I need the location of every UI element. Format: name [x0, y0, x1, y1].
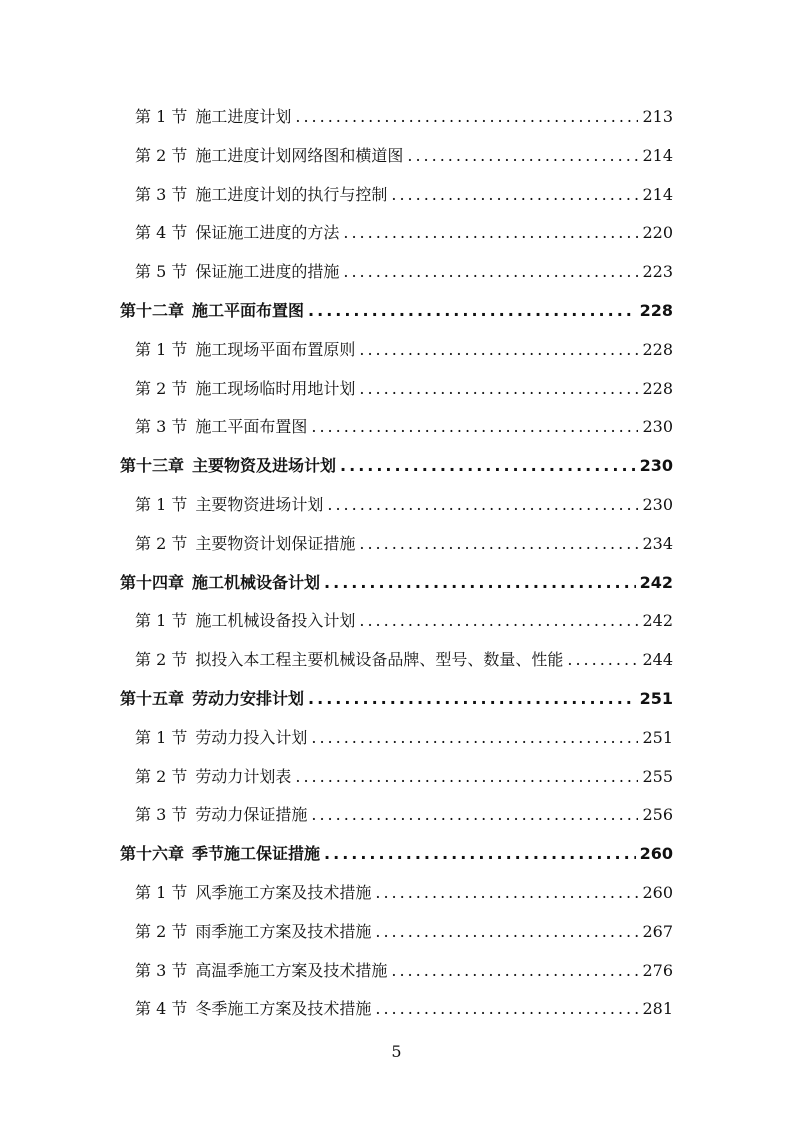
dot-leader [308, 292, 636, 331]
toc-entry-number: 第十四章 [120, 572, 185, 592]
toc-entry-label [135, 137, 403, 176]
toc-section-entry[interactable] [120, 602, 673, 641]
dot-leader [295, 98, 638, 137]
toc-entry-number: 第十二章 [120, 300, 185, 320]
page-number: 5 [391, 1042, 402, 1061]
dot-leader [375, 913, 638, 952]
toc-entry-label [135, 408, 307, 447]
toc-entry-page: 228 [642, 378, 673, 398]
dot-leader [359, 525, 638, 564]
toc-entry-title: 施工现场平面布置原则 [195, 339, 356, 359]
toc-entry-title: 风季施工方案及技术措施 [195, 882, 372, 902]
toc-chapter-entry[interactable] [120, 292, 673, 331]
toc-entry-page: 267 [642, 921, 673, 941]
dot-leader [308, 680, 636, 719]
toc-entry-label [120, 835, 320, 874]
toc-entry-label [135, 758, 291, 797]
dot-leader [324, 564, 636, 603]
toc-entry-label [135, 990, 371, 1029]
toc-entry-page: 223 [642, 262, 673, 282]
dot-leader [311, 408, 638, 447]
toc-entry-title: 主要物资及进场计划 [192, 456, 337, 476]
toc-section-entry[interactable] [120, 176, 673, 215]
toc-section-entry[interactable] [120, 913, 673, 952]
toc-entry-label [135, 525, 355, 564]
toc-entry-title: 施工进度计划的执行与控制 [195, 184, 388, 204]
toc-entry-number: 第十五章 [120, 688, 185, 708]
toc-entry-number: 第 4 节 [135, 223, 188, 243]
toc-chapter-entry[interactable] [120, 835, 673, 874]
toc-entry-title: 施工平面布置图 [192, 300, 305, 320]
toc-entry-number: 第 5 节 [135, 262, 188, 282]
toc-entry-title: 施工机械设备计划 [192, 572, 321, 592]
toc-entry-title: 拟投入本工程主要机械设备品牌、型号、数量、性能 [195, 650, 564, 670]
toc-entry-number: 第 3 节 [135, 805, 188, 825]
toc-section-entry[interactable] [120, 952, 673, 991]
toc-entry-title: 劳动力计划表 [195, 766, 292, 786]
toc-entry-label [135, 176, 387, 215]
toc-entry-title: 施工进度计划网络图和横道图 [195, 145, 404, 165]
dot-leader [327, 486, 638, 525]
toc-entry-page: 242 [642, 611, 673, 631]
toc-entry-number: 第 2 节 [135, 766, 188, 786]
toc-entry-number: 第 2 节 [135, 145, 188, 165]
toc-section-entry[interactable] [120, 874, 673, 913]
toc-entry-page: 234 [642, 533, 673, 553]
toc-entry-label [135, 602, 355, 641]
toc-entry-title: 施工进度计划 [195, 107, 292, 126]
toc-entry-page: 244 [642, 650, 673, 670]
toc-entry-title: 冬季施工方案及技术措施 [195, 999, 372, 1019]
toc-entry-number: 第 1 节 [135, 882, 188, 902]
toc-entry-number: 第 2 节 [135, 378, 188, 398]
toc-entry-label [135, 719, 307, 758]
table-of-contents [120, 98, 673, 1029]
toc-entry-page: 251 [642, 727, 673, 747]
dot-leader [359, 602, 638, 641]
toc-entry-title: 保证施工进度的措施 [195, 262, 340, 282]
toc-section-entry[interactable] [120, 641, 673, 680]
toc-entry-number: 第 1 节 [135, 611, 188, 631]
toc-entry-label [135, 486, 323, 525]
toc-entry-label [120, 564, 320, 603]
toc-entry-page: 242 [639, 572, 673, 592]
toc-entry-page: 230 [642, 494, 673, 514]
toc-entry-number: 第 3 节 [135, 184, 188, 204]
toc-entry-label [135, 641, 563, 680]
toc-entry-page: 228 [642, 339, 673, 359]
toc-entry-page: 213 [642, 107, 673, 126]
toc-section-entry[interactable] [120, 370, 673, 409]
toc-entry-label [120, 680, 304, 719]
toc-entry-label [120, 292, 304, 331]
toc-entry-label [135, 913, 371, 952]
toc-entry-label [135, 98, 291, 137]
toc-entry-number: 第 1 节 [135, 339, 188, 359]
toc-entry-label [135, 253, 339, 292]
dot-leader [391, 952, 638, 991]
dot-leader [311, 719, 638, 758]
toc-entry-title: 保证施工进度的方法 [195, 223, 340, 243]
toc-entry-label [135, 214, 339, 253]
toc-entry-page: 214 [642, 184, 673, 204]
toc-section-entry[interactable] [120, 331, 673, 370]
toc-entry-number: 第 4 节 [135, 999, 188, 1019]
toc-section-entry[interactable] [120, 719, 673, 758]
toc-entry-number: 第 2 节 [135, 533, 188, 553]
toc-entry-number: 第 1 节 [135, 494, 188, 514]
dot-leader [295, 758, 638, 797]
dot-leader [359, 331, 638, 370]
toc-entry-page: 220 [642, 223, 673, 243]
toc-section-entry[interactable] [120, 137, 673, 176]
toc-entry-page: 230 [639, 456, 673, 476]
toc-entry-page: 214 [642, 145, 673, 165]
toc-entry-page: 251 [639, 688, 673, 708]
toc-section-entry[interactable] [120, 990, 673, 1029]
dot-leader [375, 990, 638, 1029]
toc-entry-number: 第 1 节 [135, 727, 188, 747]
toc-chapter-entry[interactable] [120, 564, 673, 603]
toc-entry-title: 劳动力安排计划 [192, 688, 305, 708]
toc-section-entry[interactable] [120, 796, 673, 835]
toc-section-entry[interactable] [120, 98, 673, 137]
toc-section-entry[interactable] [120, 758, 673, 797]
toc-entry-title: 雨季施工方案及技术措施 [195, 921, 372, 941]
dot-leader [567, 641, 638, 680]
toc-entry-label [135, 874, 371, 913]
toc-entry-label [120, 447, 336, 486]
toc-entry-number: 第 2 节 [135, 650, 188, 670]
toc-section-entry[interactable] [120, 214, 673, 253]
dot-leader [343, 253, 638, 292]
toc-entry-number: 第十六章 [120, 844, 185, 864]
toc-entry-page: 276 [642, 960, 673, 980]
toc-entry-title: 季节施工保证措施 [192, 844, 321, 864]
toc-entry-title: 主要物资计划保证措施 [195, 533, 356, 553]
toc-entry-number: 第 2 节 [135, 921, 188, 941]
toc-section-entry[interactable] [120, 253, 673, 292]
dot-leader [359, 370, 638, 409]
dot-leader [375, 874, 638, 913]
toc-entry-title: 施工现场临时用地计划 [195, 378, 356, 398]
toc-entry-number: 第 1 节 [135, 107, 188, 126]
dot-leader [407, 137, 638, 176]
toc-entry-number: 第 3 节 [135, 417, 188, 437]
toc-entry-page: 228 [639, 300, 673, 320]
toc-entry-page: 230 [642, 417, 673, 437]
toc-entry-title: 高温季施工方案及技术措施 [195, 960, 388, 980]
toc-entry-title: 劳动力保证措施 [195, 805, 308, 825]
dot-leader [311, 796, 638, 835]
toc-entry-number: 第十三章 [120, 456, 185, 476]
toc-section-entry[interactable] [120, 525, 673, 564]
toc-entry-label [135, 796, 307, 835]
toc-entry-page: 260 [639, 844, 673, 864]
dot-leader [391, 176, 638, 215]
toc-entry-label [135, 952, 387, 991]
toc-section-entry[interactable] [120, 486, 673, 525]
toc-entry-page: 256 [642, 805, 673, 825]
toc-entry-page: 281 [642, 999, 673, 1019]
toc-entry-number: 第 3 节 [135, 960, 188, 980]
toc-entry-label [135, 331, 355, 370]
dot-leader [324, 835, 636, 874]
toc-entry-title: 主要物资进场计划 [195, 494, 324, 514]
toc-entry-page: 260 [642, 882, 673, 902]
dot-leader [340, 447, 636, 486]
toc-section-entry[interactable] [120, 408, 673, 447]
toc-entry-title: 施工机械设备投入计划 [195, 611, 356, 631]
toc-entry-title: 劳动力投入计划 [195, 727, 308, 747]
toc-chapter-entry[interactable] [120, 447, 673, 486]
toc-entry-label [135, 370, 355, 409]
toc-entry-page: 255 [642, 766, 673, 786]
toc-chapter-entry[interactable] [120, 680, 673, 719]
toc-entry-title: 施工平面布置图 [195, 417, 308, 437]
dot-leader [343, 214, 638, 253]
